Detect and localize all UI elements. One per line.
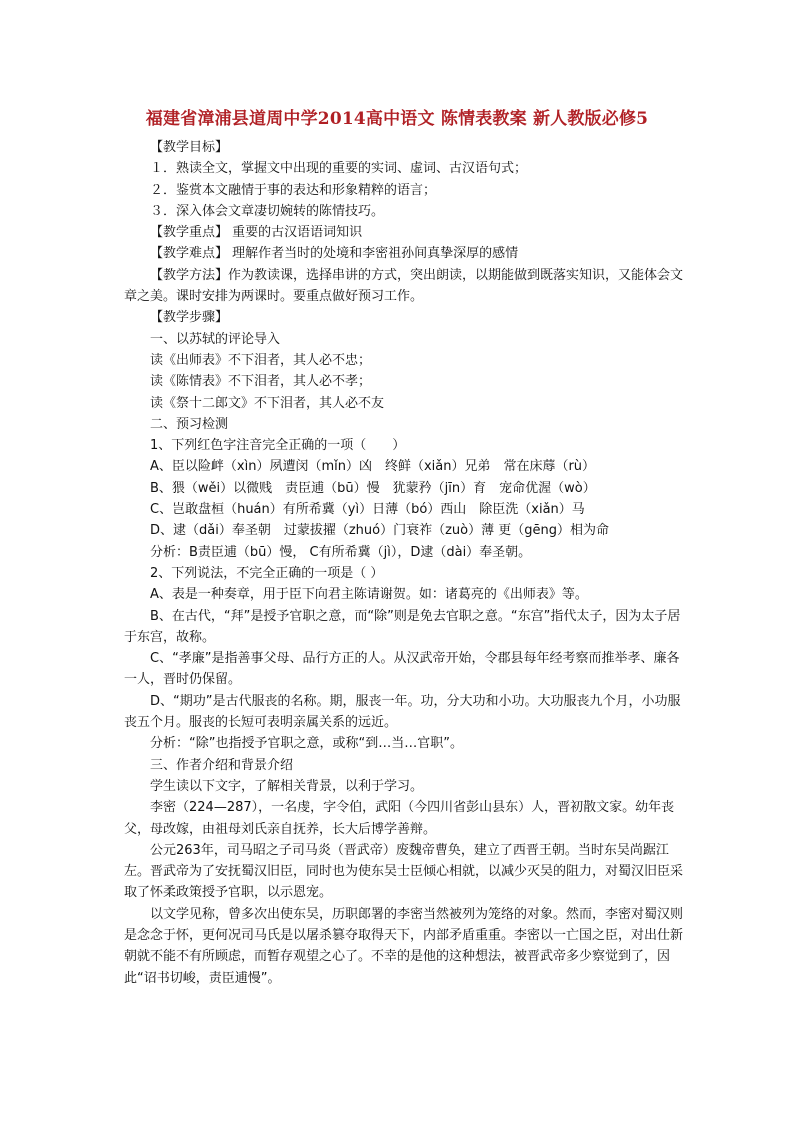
option-a: A、臣以险衅（xìn）夙遭闵（mǐn）凶 终鲜（xiǎn）兄弟 常在床蓐（rù） xyxy=(150,459,596,475)
objective-1: １．熟读全文，掌握文中出现的重要的实词、虚词、古汉语句式； xyxy=(150,161,528,177)
analysis-1: 分析：B责臣逋（bū）慢， C有所希冀（jì），D逮（dài）奉圣朝。 xyxy=(150,544,532,560)
quote-line: 读《祭十二郎文》不下泪者，其人必不友 xyxy=(150,395,385,411)
option-c: C、岂敢盘桓（huán）有所希冀（yì）日薄（bó）西山 除臣洗（xiǎn）马 xyxy=(150,502,585,518)
option-d: D、逮（dǎi）奉圣朝 过蒙拔擢（zhuó）门衰祚（zuò）薄 更（gēng）相为命 xyxy=(150,523,609,539)
step-3-heading: 三、作者介绍和背景介绍 xyxy=(150,757,294,773)
step-1-heading: 一、以苏轼的评论导入 xyxy=(150,331,281,347)
document-title: 福建省漳浦县道周中学2014高中语文 陈情表教案 新人教版必修5 xyxy=(145,109,649,129)
question-2: 2、下列说法，不完全正确的一项是（ ） xyxy=(150,565,384,581)
analysis-2: 分析：“除”也指授予官职之意，或称“到…当…官职”。 xyxy=(150,736,463,752)
author-bio: 李密（224—287），一名虔，字令伯，武阳（今四川省彭山县东）人，晋初散文家。幼年丧父，母改嫁，由祖母刘氏亲自抚养，长大后博学善辩。 xyxy=(124,800,675,837)
teaching-method: 【教学方法】作为教读课，选择串讲的方式，突出朗读，以期能做到既落实知识，又能体会文章之美。课时安排为两课时。要重点做好预习工作。 xyxy=(124,267,684,305)
background-paragraph: 以文学见称，曾多次出使东吴，历职郎署的李密当然被列为笼络的对象。然而，李密对蜀汉则是念念于怀，更何况司马氏是以屠杀篡夺取得天下，内部矛盾重重。李密以一亡国之臣，对出仕新朝就不能不有所顾虑，而暂存观望之心了。不幸的是他的这种想法，被晋武帝多少察觉到了，因此“诏书切峻，责臣逋慢”。 xyxy=(124,906,684,986)
background-paragraph: 公元263年，司马昭之子司马炎（晋武帝）废魏帝曹奂，建立了西晋王朝。当时东吴尚踞江左。晋武帝为了安抚蜀汉旧臣，同时也为使东吴士臣倾心相就，以减少灭吴的阻力，对蜀汉旧臣采取了怀柔政策授予官职，以示恩宠。 xyxy=(124,842,684,901)
quote-line: 读《陈情表》不下泪者，其人必不孝； xyxy=(150,374,372,390)
option-b: B、在古代，“拜”是授予官职之意，而“除”则是免去官职之意。“东宫”指代太子，因为太子居于东宫，故称。 xyxy=(124,608,681,645)
document-body xyxy=(124,137,684,989)
key-points: 【教学重点】 重要的古汉语语词知识 xyxy=(150,225,363,241)
quote-line: 读《出师表》不下泪者，其人必不忠； xyxy=(150,352,372,368)
option-d: D、“期功”是古代服丧的名称。期，服丧一年。功，分大功和小功。大功服丧九个月，小功服丧五个月。服丧的长短可表明亲属关系的远近。 xyxy=(124,693,681,731)
option-c: C、“孝廉”是指善事父母、品行方正的人。从汉武帝开始，令郡县每年经考察而推举孝、廉各一人，晋时仍保留。 xyxy=(124,651,680,688)
option-a: A、表是一种奏章，用于臣下向君主陈请谢贺。如：诸葛亮的《出师表》等。 xyxy=(150,587,588,603)
heading-steps: 【教学步骤】 xyxy=(150,310,229,326)
difficult-points: 【教学难点】 理解作者当时的处境和李密祖孙间真挚深厚的感情 xyxy=(150,246,519,262)
option-b: B、猥（wěi）以微贱 责臣逋（bū）慢 犹蒙矜（jīn）育 宠命优渥（wò） xyxy=(150,480,596,496)
step-2-heading: 二、预习检测 xyxy=(150,416,229,432)
objective-2: ２．鉴赏本文融情于事的表达和形象精粹的语言； xyxy=(150,182,437,198)
question-1: 1、下列红色字注音完全正确的一项（ ） xyxy=(150,438,406,454)
background-intro: 学生读以下文字，了解相关背景，以利于学习。 xyxy=(150,778,424,794)
objective-3: ３．深入体会文章凄切婉转的陈情技巧。 xyxy=(150,203,385,219)
heading-objectives: 【教学目标】 xyxy=(150,140,229,155)
